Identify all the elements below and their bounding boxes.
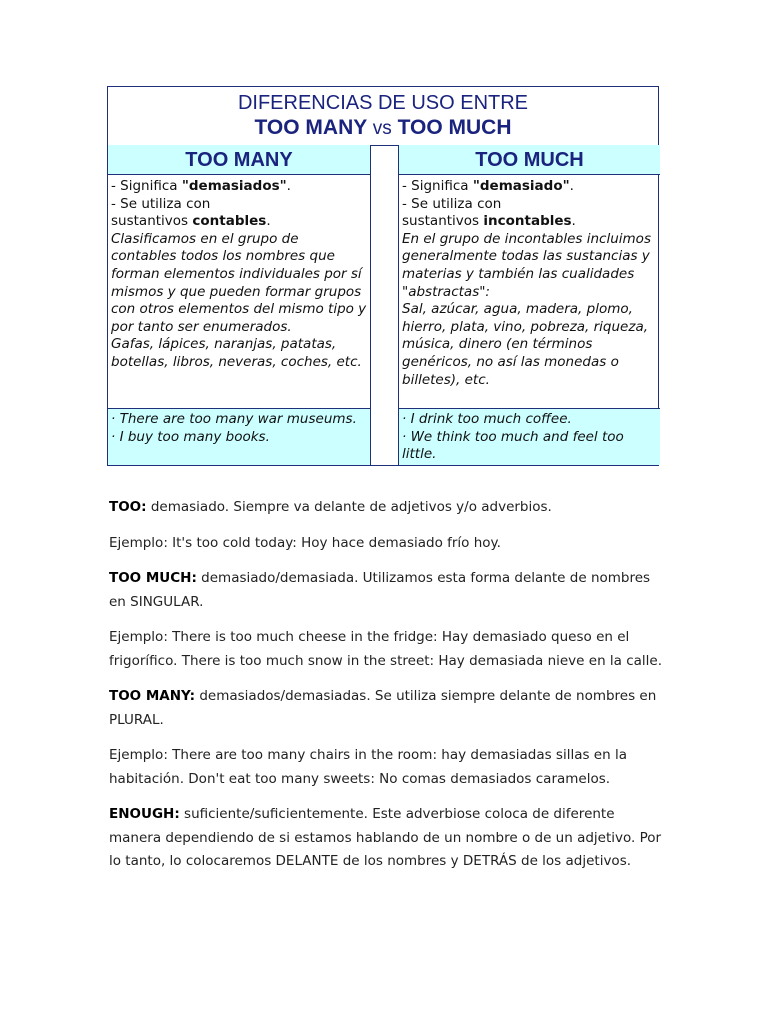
title-too-much: TOO MUCH [397,116,512,139]
too-much-header: TOO MUCH [399,145,660,175]
comparison-table [107,86,659,466]
too-many-example-1: · There are too many war museums. [111,411,357,427]
too-much-noun-examples: Sal, azúcar, agua, madera, plomo, hierro, plata, vino, pobreza, riqueza, música, dinero (en términos genéricos, no así las monedas o billetes), etc. [402,301,649,388]
note-enough: ENOUGH: suficiente/suficientemente. Este adverbiose coloca de diferente manera dependiendo de si estamos hablando de un nombre o de un adjetivo. Por lo tanto, lo colocaremos DELANTE de los nombres y DETRÁS de los adjetivos. [109,806,662,869]
too-much-example-1: · I drink too much coffee. [402,411,572,427]
too-many-description [108,176,370,409]
too-much-examples [399,409,660,465]
grammar-notes [109,496,669,886]
too-many-noun-examples: Gafas, lápices, naranjas, patatas, botellas, libros, neveras, coches, etc. [111,336,362,370]
too-many-usage: - Se utiliza con [111,195,211,212]
note-too-many-example: Ejemplo: There are too many chairs in the room: hay demasiadas sillas en la habitación. Don't eat too many sweets: No comas demasiados caramelos. [109,747,627,787]
too-many-column [108,145,370,465]
too-much-explanation: En el grupo de incontables incluimos generalmente todas las sustancias y materias y también las cualidades "abstractas": [402,230,651,300]
too-many-meaning: - Significa "demasiados". [111,178,291,194]
too-many-example-2: · I buy too many books. [111,428,270,445]
too-much-column [399,145,660,465]
table-title [108,87,658,146]
title-line-2 [108,116,658,140]
too-much-example-2: · We think too much and feel too little. [402,428,624,463]
too-much-meaning: - Significa "demasiado". [402,178,574,194]
too-much-description [399,176,660,409]
title-too-many: TOO MANY [254,116,367,139]
note-too: TOO: demasiado. Siempre va delante de adjetivos y/o adverbios. [109,499,552,515]
too-many-noun-type: sustantivos contables. [111,213,271,230]
note-too-much: TOO MUCH: demasiado/demasiada. Utilizamos esta forma delante de nombres en SINGULAR. [109,570,651,610]
too-many-explanation: Clasificamos en el grupo de contables todos los nombres que forman elementos individuales por sí mismos y que pueden formar grupos con otros elementos del mismo tipo y por tanto ser enumerados. [111,230,367,335]
too-many-examples [108,409,370,465]
note-too-much-example: Ejemplo: There is too much cheese in the fridge: Hay demasiado queso en el frigorífico. There is too much snow in the street: Hay demasiada nieve en la calle. [109,629,663,669]
title-vs: vs [372,118,392,139]
too-much-noun-type: sustantivos incontables. [402,213,576,230]
too-much-usage: - Se utiliza con [402,195,502,212]
too-many-header: TOO MANY [108,145,370,175]
note-too-example: Ejemplo: It's too cold today: Hoy hace demasiado frío hoy. [109,534,501,551]
note-too-many: TOO MANY: demasiados/demasiadas. Se utiliza siempre delante de nombres en PLURAL. [109,688,657,728]
column-divider [370,145,399,465]
title-line-1: DIFERENCIAS DE USO ENTRE [237,92,529,114]
